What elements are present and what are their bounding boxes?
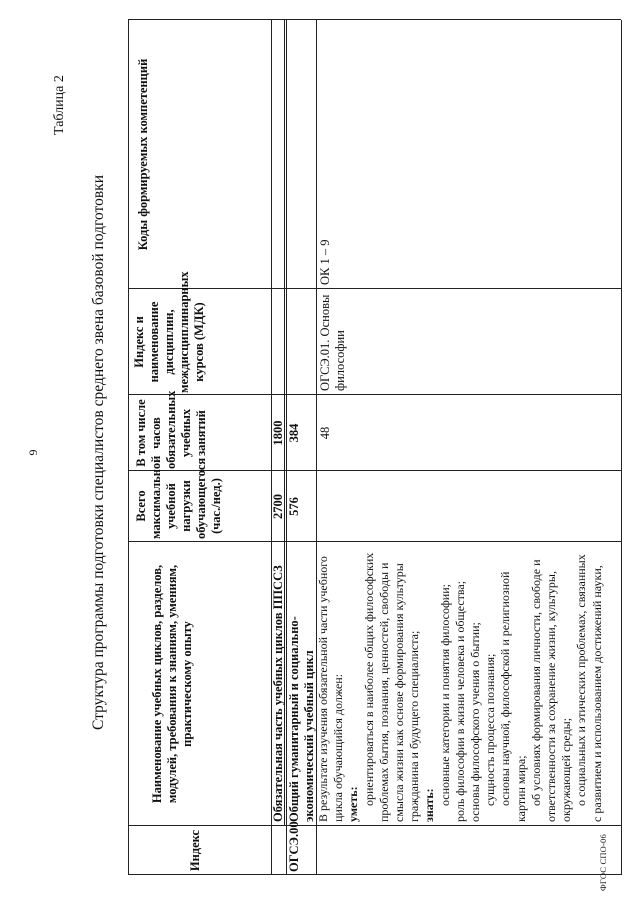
table-border-bottom <box>621 20 622 875</box>
znat-item: основы философского учения о бытии; <box>468 622 483 822</box>
philosophy-mandatory: 48 <box>318 426 332 440</box>
ogse-index: ОГСЭ.00 <box>287 821 301 872</box>
table-caption: Таблица 2 <box>52 75 67 135</box>
header-mandatory: В том числе часов обязательных учебных занятий <box>134 390 208 469</box>
header-discipline: Индекс и наименование дисциплин, междисциплинарных курсов (МДК) <box>132 271 206 393</box>
philosophy-discipline: ОГСЭ.01. Основы философии <box>318 294 347 391</box>
znat-item: роль философии в жизни человека и общества; <box>452 580 467 822</box>
ogse-mandatory: 384 <box>287 423 301 443</box>
table-border-right <box>128 19 621 20</box>
requirements-intro: В результате изучения обязательной части учебного цикла обучающийся должен: <box>316 556 346 822</box>
znat-item: об условиях формирования личности, свободе и ответственности за сохранение жизни, культуры, окружающей среды; <box>528 559 574 822</box>
ogse-name: Общий гуманитарный и социально-экономический учебный цикл <box>287 616 316 822</box>
umet-text: ориентироваться в наиболее общих философских проблемах бытия, познания, ценностей, свободы и смысла жизни как основе формирования культуры гражданина и будущего специалиста; <box>361 552 422 822</box>
structure-table <box>128 20 621 875</box>
header-index: Индекс <box>188 829 202 872</box>
znat-item: сущность процесса познания; <box>483 653 498 806</box>
mandatory-part-name: Обязательная часть учебных циклов ППССЗ <box>271 565 285 822</box>
ogse-max-load: 576 <box>287 497 301 516</box>
col-line <box>128 394 621 395</box>
col-line <box>128 288 621 289</box>
philosophy-requirements <box>316 546 605 822</box>
znat-item: основы научной, философской и религиозной картин мира; <box>498 571 528 822</box>
table-border-top <box>128 20 129 875</box>
footer-label: ФГОС СПО-06 <box>598 834 608 891</box>
znat-label: знать: <box>422 788 437 822</box>
umet-label: уметь: <box>346 786 361 822</box>
header-name: Наименование учебных циклов, разделов, модулей, требования к знаниям, умениям, практическому опыту <box>150 564 194 804</box>
document-title: Структура программы подготовки специалистов среднего звена базовой подготовки <box>90 174 107 731</box>
znat-item: о социальных и этических проблемах, связанных с развитием и использованием достижений науки, <box>574 554 604 822</box>
mandatory-part-mandatory: 1800 <box>271 420 285 446</box>
mandatory-part-max-load: 2700 <box>271 494 285 519</box>
col-line <box>128 541 621 542</box>
page-number: 9 <box>26 449 40 456</box>
header-max-load: Всего максимальной учебной нагрузки обучающегося (час./нед.) <box>134 455 223 539</box>
znat-item: основные категории и понятия философии; <box>437 584 452 806</box>
philosophy-competences: ОК 1 – 9 <box>318 239 332 285</box>
header-competences: Коды формируемых компетенций <box>136 58 150 251</box>
